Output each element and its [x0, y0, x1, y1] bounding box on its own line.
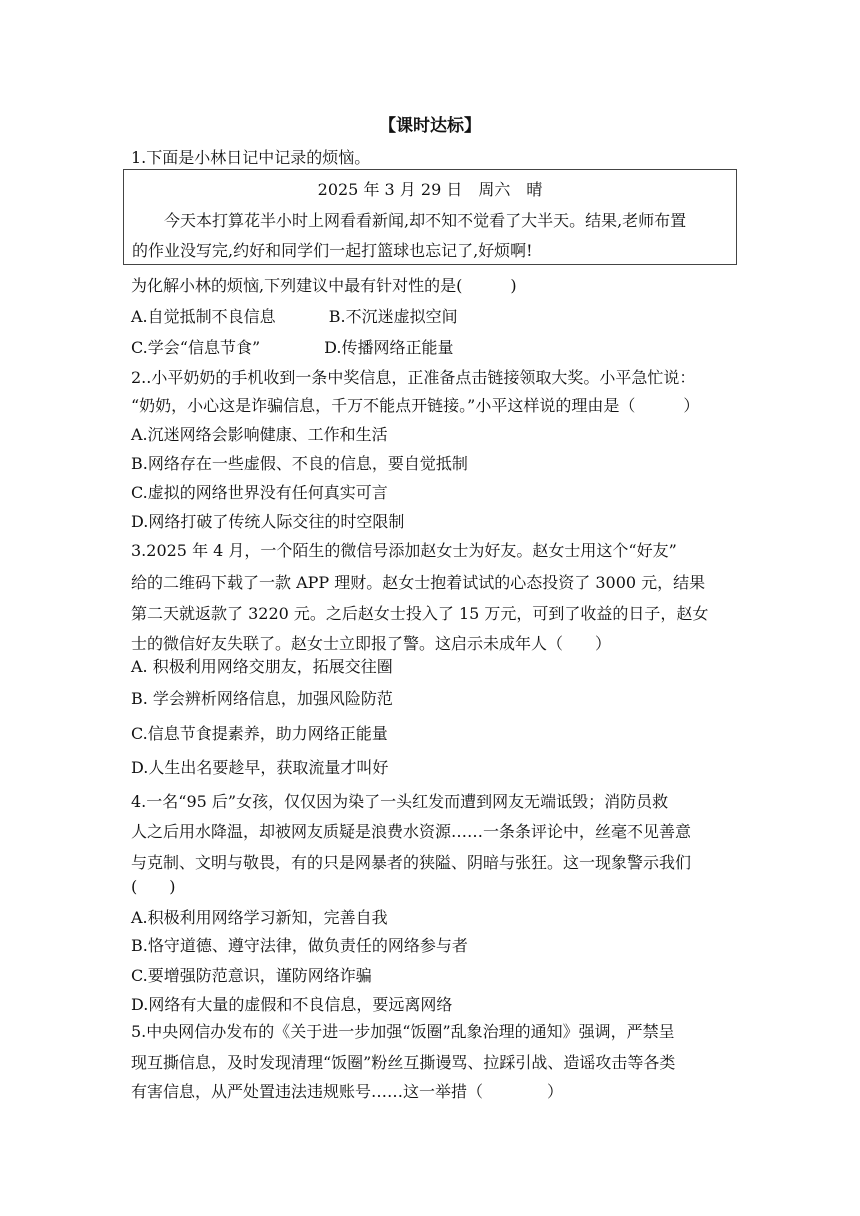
q4-stem-line-3: 与克制、文明与敬畏，有的只是网暴者的狭隘、阴暗与张狂。这一现象警示我们 — [131, 853, 692, 872]
q1-question: 为化解小林的烦恼,下列建议中最有针对性的是( ) — [131, 276, 517, 295]
diary-text-line-2: 的作业没写完,约好和同学们一起打篮球也忘记了,好烦啊! — [132, 241, 533, 260]
q1-stem: 1.下面是小林日记中记录的烦恼。 — [131, 148, 371, 167]
q4-option-c: C.要增强防范意识，谨防网络诈骗 — [131, 966, 372, 985]
q1-options-row-1: A.自觉抵制不良信息 B.不沉迷虚拟空间 — [131, 307, 458, 326]
q2-option-b: B.网络存在一些虚假、不良的信息，要自觉抵制 — [131, 454, 468, 473]
q4-stem-line-1: 4.一名“95 后”女孩，仅仅因为染了一头红发而遭到网友无端诋毁；消防员救 — [131, 792, 669, 811]
q3-stem-line-2: 给的二维码下载了一款 APP 理财。赵女士抱着试试的心态投资了 3000 元，结果 — [131, 573, 706, 592]
q3-option-c: C.信息节食提素养，助力网络正能量 — [131, 724, 388, 743]
q3-option-a: A. 积极利用网络交朋友，拓展交往圈 — [131, 657, 393, 676]
section-title: 【课时达标】 — [379, 116, 481, 136]
q2-option-c: C.虚拟的网络世界没有任何真实可言 — [131, 483, 388, 502]
q4-stem-line-2: 人之后用水降温，却被网友质疑是浪费水资源……一条条评论中，丝毫不见善意 — [131, 822, 692, 841]
q4-option-a: A.积极利用网络学习新知，完善自我 — [131, 908, 388, 927]
q4-stem-line-4: ( ) — [131, 877, 176, 896]
q5-stem-line-1: 5.中央网信办发布的《关于进一步加强“饭圈”乱象治理的通知》强调，严禁呈 — [131, 1022, 675, 1041]
q5-stem-line-2: 现互撕信息，及时发现清理“饭圈”粉丝互撕谩骂、拉踩引战、造谣攻击等各类 — [131, 1053, 676, 1072]
q4-option-b: B.恪守道德、遵守法律，做负责任的网络参与者 — [131, 936, 468, 955]
q3-option-d: D.人生出名要趁早，获取流量才叫好 — [131, 758, 389, 777]
q2-option-d: D.网络打破了传统人际交往的时空限制 — [131, 512, 405, 531]
diary-date: 2025 年 3 月 29 日 周六 晴 — [317, 180, 543, 199]
q2-stem-line-1: 2..小平奶奶的手机收到一条中奖信息，正准备点击链接领取大奖。小平急忙说： — [131, 368, 696, 387]
q2-stem-line-2: “奶奶，小心这是诈骗信息，千万不能点开链接。”小平这样说的理由是（ ） — [131, 396, 700, 415]
q5-stem-line-3: 有害信息，从严处置违法违规账号……这一举措（ ） — [131, 1082, 564, 1101]
q3-option-b: B. 学会辨析网络信息，加强风险防范 — [131, 689, 393, 708]
diary-text-line-1: 今天本打算花半小时上网看看新闻,却不知不觉看了大半天。结果,老师布置 — [164, 211, 687, 230]
q3-stem-line-1: 3.2025 年 4 月，一个陌生的微信号添加赵女士为好友。赵女士用这个“好友” — [131, 541, 677, 560]
q3-stem-line-4: 士的微信好友失联了。赵女士立即报了警。这启示未成年人（ ） — [131, 634, 612, 653]
q3-stem-line-3: 第二天就返款了 3220 元。之后赵女士投入了 15 万元，可到了收益的日子，赵女 — [131, 604, 709, 623]
diary-box — [123, 169, 737, 265]
q1-options-row-2: C.学会“信息节食” D.传播网络正能量 — [131, 338, 454, 357]
q4-option-d: D.网络有大量的虚假和不良信息，要远离网络 — [131, 995, 453, 1014]
q2-option-a: A.沉迷网络会影响健康、工作和生活 — [131, 425, 388, 444]
